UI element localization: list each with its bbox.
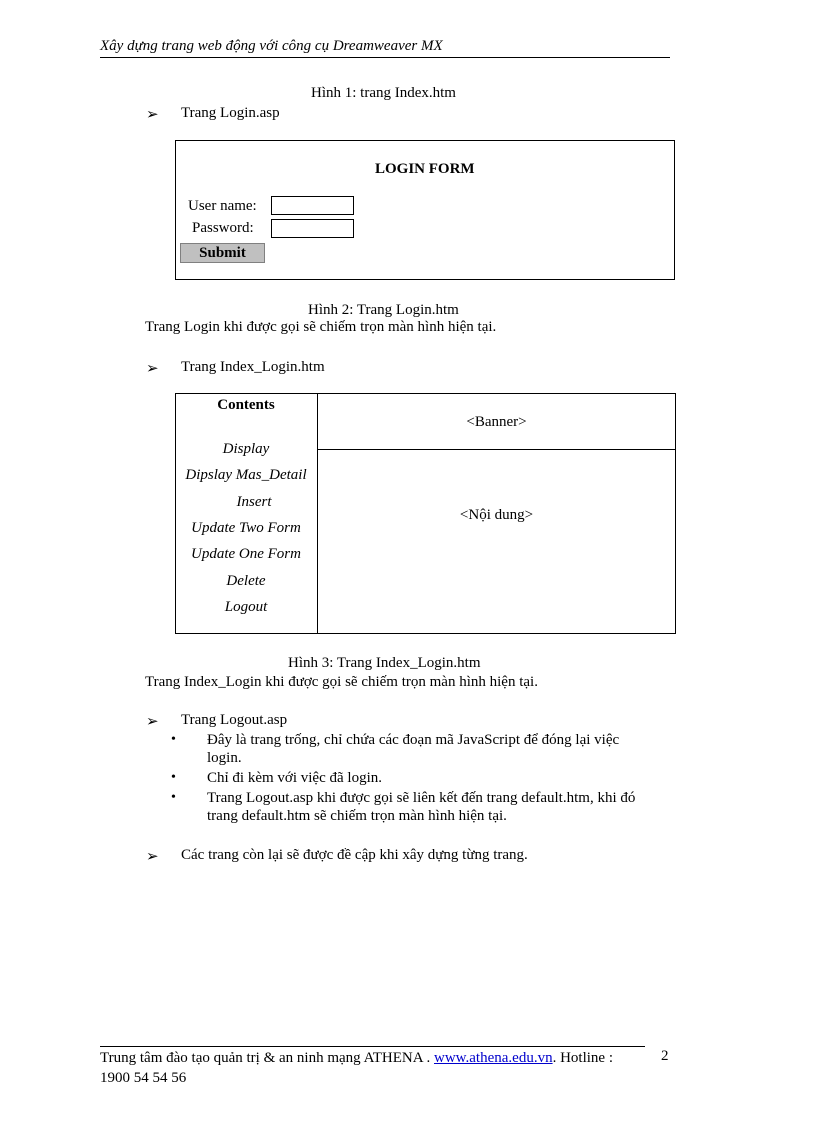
password-input[interactable] xyxy=(271,219,354,238)
username-label: User name: xyxy=(188,198,257,214)
menu-item-display[interactable]: Display xyxy=(222,441,270,457)
arrow-bullet-icon: ➢ xyxy=(146,107,159,123)
footer-text: Trung tâm đào tạo quản trị & an ninh mạng ATHENA . xyxy=(100,1050,434,1066)
logout-item-3: Trang Logout.asp khi được gọi sẽ liên kết đến trang default.htm, khi đó xyxy=(207,790,636,806)
contents-frame xyxy=(175,393,317,634)
contents-title: Contents xyxy=(217,397,275,413)
arrow-bullet-icon: ➢ xyxy=(146,361,159,377)
logout-item-1: Đây là trang trống, chỉ chứa các đoạn mã JavaScript để đóng lại việc xyxy=(207,732,620,748)
bullet-icon: • xyxy=(171,790,176,805)
page-number: 2 xyxy=(661,1048,669,1064)
figure2-caption: Hình 2: Trang Login.htm xyxy=(308,302,459,318)
running-header: Xây dựng trang web động với công cụ Dreamweaver MX xyxy=(100,38,443,54)
footer-website-link[interactable]: www.athena.edu.vn xyxy=(434,1050,553,1066)
menu-item-insert[interactable]: Insert xyxy=(236,494,272,510)
section-title-login: Trang Login.asp xyxy=(181,105,280,121)
section-title-logout: Trang Logout.asp xyxy=(181,712,288,728)
login-form-title: LOGIN FORM xyxy=(375,161,475,177)
banner-placeholder: <Banner> xyxy=(466,414,527,430)
footer-rule xyxy=(100,1046,645,1047)
menu-item-display-master-detail[interactable]: Dipslay Mas_Detail xyxy=(185,467,307,483)
logout-item-1-cont: login. xyxy=(207,750,242,766)
menu-item-update-one-form[interactable]: Update One Form xyxy=(191,546,301,562)
submit-button[interactable]: Submit xyxy=(180,243,265,263)
bullet-icon: • xyxy=(171,732,176,747)
figure3-caption: Hình 3: Trang Index_Login.htm xyxy=(288,655,481,671)
footer-phone: 1900 54 54 56 xyxy=(100,1070,187,1086)
menu-item-logout[interactable]: Logout xyxy=(224,599,268,615)
content-placeholder: <Nội dung> xyxy=(459,507,534,523)
index-login-description: Trang Index_Login khi được gọi sẽ chiếm trọn màn hình hiện tại. xyxy=(145,674,538,690)
login-description: Trang Login khi được gọi sẽ chiếm trọn màn hình hiện tại. xyxy=(145,319,497,335)
arrow-bullet-icon: ➢ xyxy=(146,849,159,865)
password-label: Password: xyxy=(192,220,254,236)
arrow-bullet-icon: ➢ xyxy=(146,714,159,730)
menu-item-delete[interactable]: Delete xyxy=(226,573,266,589)
menu-item-update-two-form[interactable]: Update Two Form xyxy=(191,520,301,536)
banner-divider xyxy=(317,449,676,450)
footer-line-1 xyxy=(100,1050,613,1067)
section-title-index-login: Trang Index_Login.htm xyxy=(181,359,325,375)
logout-item-3-cont: trang default.htm sẽ chiếm trọn màn hình hiện tại. xyxy=(207,808,507,824)
section-others-text: Các trang còn lại sẽ được đề cập khi xây dựng từng trang. xyxy=(181,847,528,863)
figure1-caption: Hình 1: trang Index.htm xyxy=(311,85,456,101)
footer-hotline-label: . Hotline : xyxy=(552,1050,613,1066)
header-rule xyxy=(100,57,670,58)
bullet-icon: • xyxy=(171,770,176,785)
logout-item-2: Chỉ đi kèm với việc đã login. xyxy=(207,770,382,786)
username-input[interactable] xyxy=(271,196,354,215)
